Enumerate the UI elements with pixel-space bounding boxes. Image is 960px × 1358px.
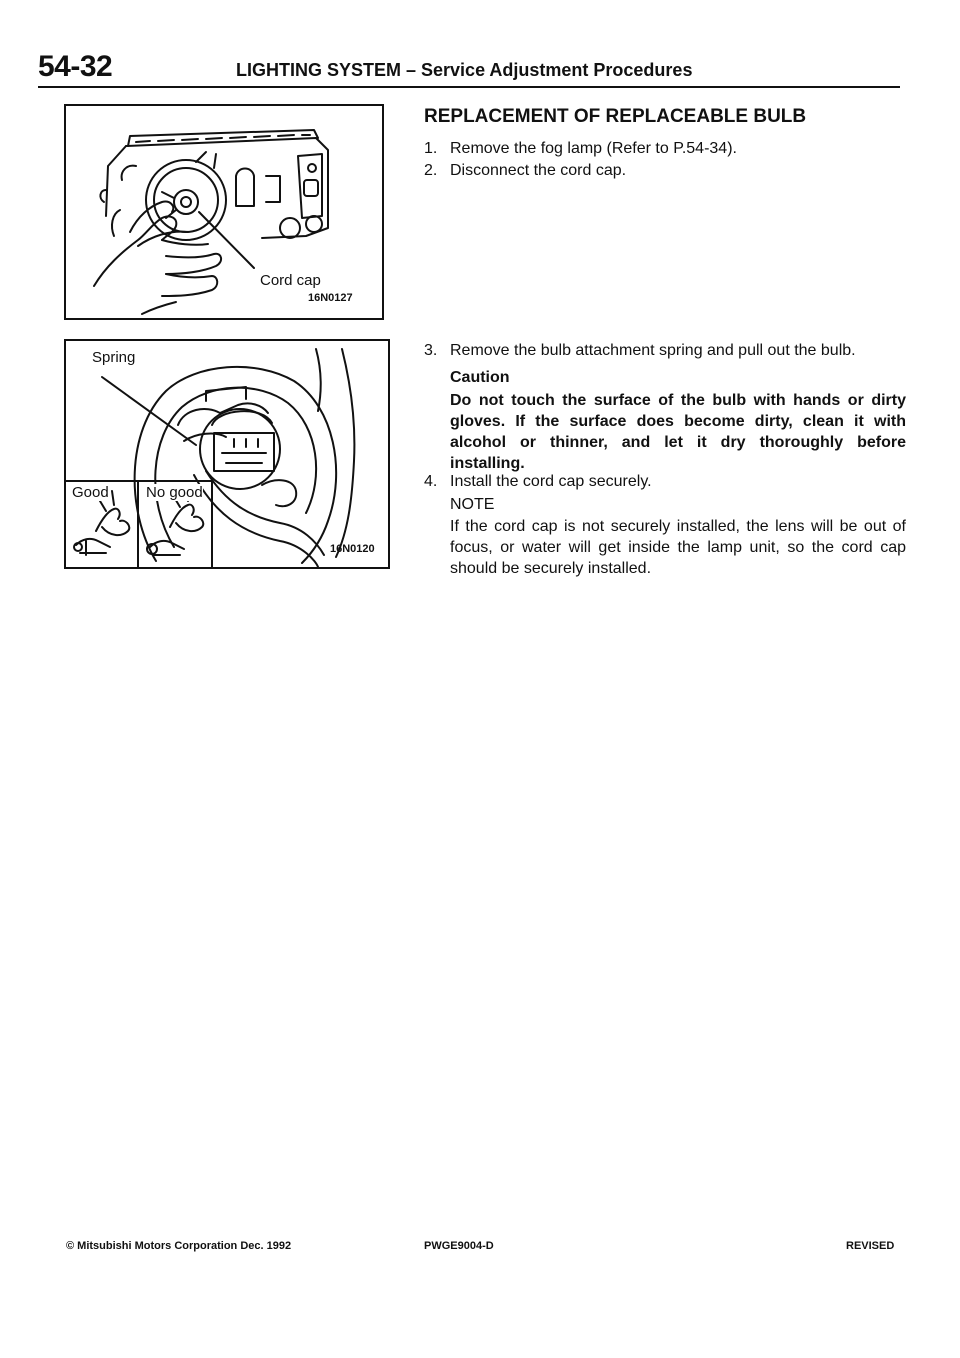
- step-number: 3.: [424, 342, 438, 359]
- page-title: LIGHTING SYSTEM – Service Adjustment Procedures: [236, 60, 693, 80]
- good-label: Good: [72, 484, 109, 501]
- step-text: Disconnect the cord cap.: [450, 162, 627, 179]
- bulb-spring-illustration: [66, 341, 388, 567]
- figure-cord-cap: [64, 104, 384, 320]
- cord-cap-illustration: [66, 106, 382, 318]
- page-header: [38, 50, 900, 90]
- caution-text: Do not touch the surface of the bulb with hands or dirty gloves. If the surface does become dirty, clean it with alcohol or thinner, and let it dry thoroughly before installing.: [450, 392, 906, 472]
- header-rule: [38, 86, 900, 88]
- step-text: Install the cord cap securely.: [450, 473, 652, 490]
- step-number: 4.: [424, 473, 438, 490]
- figure-code: 16N0120: [330, 543, 375, 555]
- cord-cap-label: Cord cap: [260, 272, 321, 289]
- caution-title: Caution: [450, 369, 510, 386]
- step-text: Remove the fog lamp (Refer to P.54-34).: [450, 140, 737, 157]
- section-heading: REPLACEMENT OF REPLACEABLE BULB: [424, 106, 807, 127]
- footer-status: REVISED: [846, 1240, 895, 1252]
- no-good-label: No good: [146, 484, 203, 501]
- step-number: 2.: [424, 162, 438, 179]
- figure-bulb-spring: [64, 339, 390, 569]
- page-number: 54-32: [38, 50, 113, 83]
- footer-copyright: © Mitsubishi Motors Corporation Dec. 1992: [66, 1240, 292, 1252]
- figure-code: 16N0127: [308, 292, 353, 304]
- footer-doc-code: PWGE9004-D: [424, 1240, 494, 1252]
- step-number: 1.: [424, 140, 438, 157]
- note-title: NOTE: [450, 496, 495, 513]
- spring-label: Spring: [92, 349, 136, 366]
- step-text: Remove the bulb attachment spring and pull out the bulb.: [450, 342, 856, 359]
- note-text: If the cord cap is not securely installed, the lens will be out of focus, or water will get inside the lamp unit, so the cord cap should be securely installed.: [450, 518, 906, 577]
